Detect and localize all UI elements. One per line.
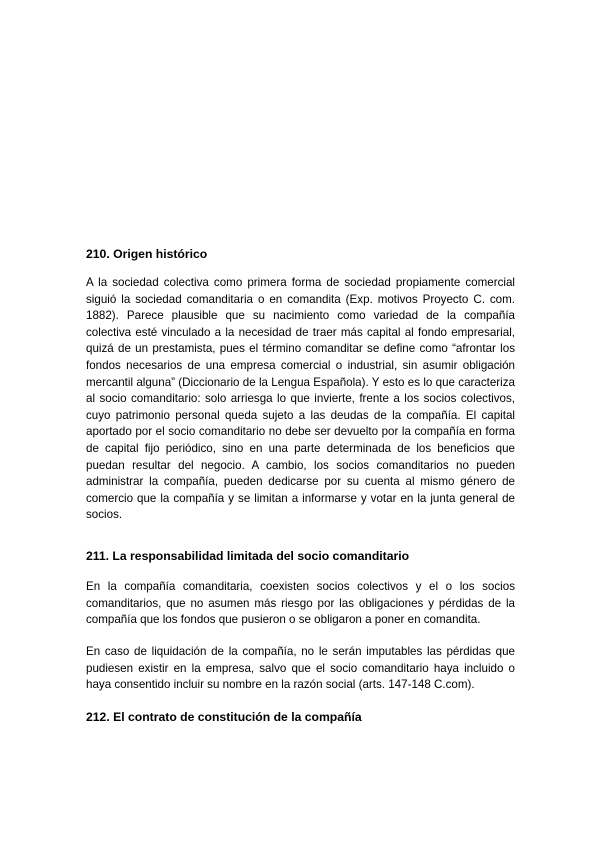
section-211-paragraph-2: En caso de liquidación de la compañía, no le serán imputables las pérdidas que pudiesen existir en la empresa, salvo que el socio comanditario haya incluido o haya consentido incluir su nombre en la razón social (arts. 147-148 C.com).	[86, 645, 515, 692]
section-heading-210: 210. Origen histórico	[86, 247, 208, 261]
section-heading-211: 211. La responsabilidad limitada del socio comanditario	[86, 549, 410, 563]
section-210-paragraph: A la sociedad colectiva como primera forma de sociedad propiamente comercial siguió la sociedad comanditaria o en comandita (Exp. motivos Proyecto C. com. 1882). Parece plausible que su nacimiento como variedad de la compañía colectiva esté vinculado a la necesidad de traer más capital al fondo empresarial, quizá de un prestamista, pues el término comanditar se define como “afrontar los fondos necesarios de una empresa comercial o industrial, sin asumir obligación mercantil alguna” (Diccionario de la Lengua Española). Y esto es lo que caracteriza al socio comanditario: solo arriesga lo que invierte, frente a los socios colectivos, cuyo patrimonio personal queda sujeto a las deudas de la compañía. El capital aportado por el socio comanditario no debe ser devuelto por la compañía en forma de capital fijo periódico, sino en una parte determinada de los beneficios que puedan resultar del negocio. A cambio, los socios comanditarios no pueden administrar la compañía, pueden dedicarse por su cuenta al mismo género de comercio que la compañía y se limitan a informarse y votar en la junta general de socios.	[86, 276, 515, 522]
section-211-paragraph-1: En la compañía comanditaria, coexisten socios colectivos y el o los socios comanditarios, que no asumen más riesgo por las obligaciones y pérdidas de la compañía que los fondos que pusieron o se obligaron a poner en comandita.	[86, 580, 515, 627]
section-heading-212: 212. El contrato de constitución de la compañía	[86, 710, 362, 724]
